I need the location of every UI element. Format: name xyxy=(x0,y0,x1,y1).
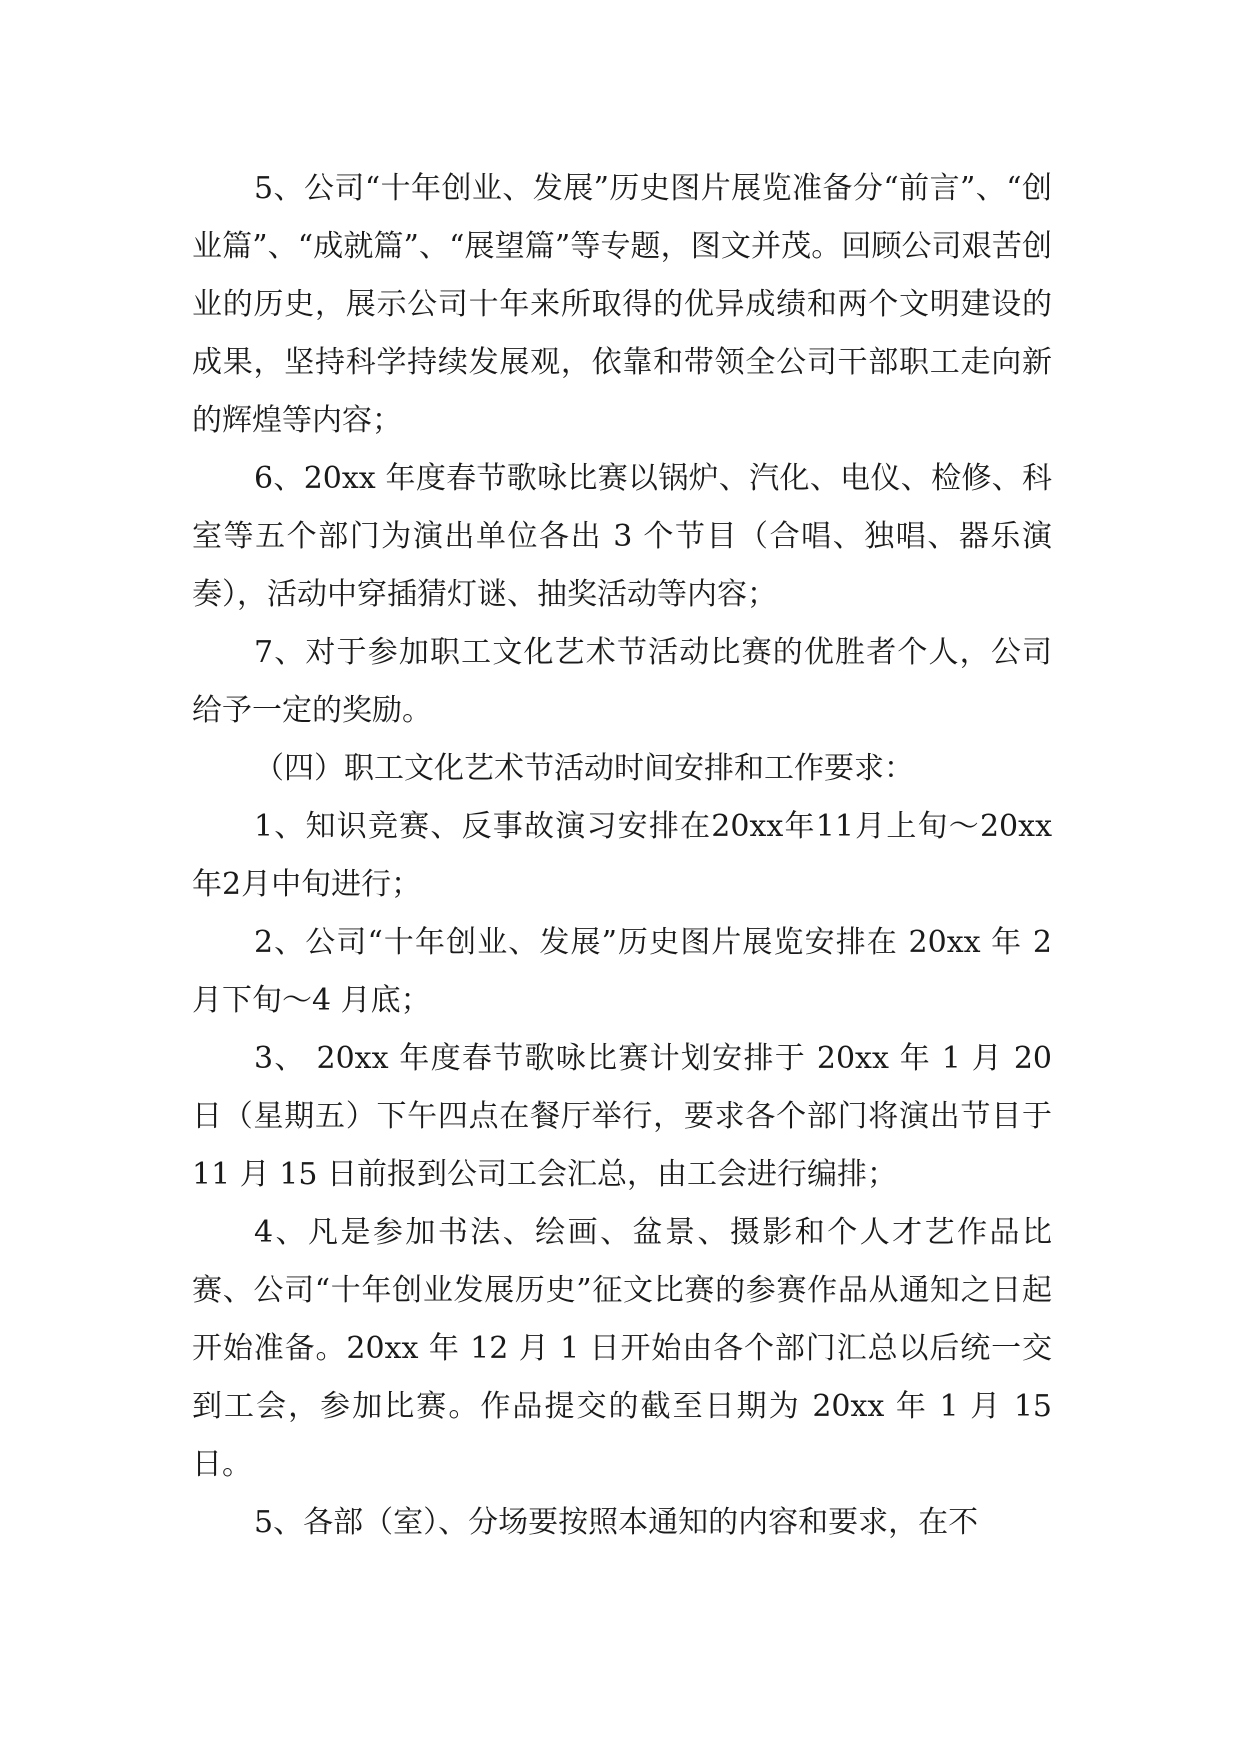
paragraph-schedule-2: 2、公司“十年创业、发展”历史图片展览安排在 20xx 年 2 月下旬～4 月底； xyxy=(192,925,1052,1018)
document-body xyxy=(192,160,1052,1552)
paragraph-item-6-singing-contest: 6、20xx 年度春节歌咏比赛以锅炉、汽化、电仪、检修、科室等五个部门为演出单位各出 3 个节目（合唱、独唱、器乐演奏），活动中穿插猜灯谜、抽奖活动等内容； xyxy=(192,461,1052,612)
paragraph-schedule-3: 3、 20xx 年度春节歌咏比赛计划安排于 20xx 年 1 月 20 日（星期五）下午四点在餐厅举行，要求各个部门将演出节目于 11 月 15 日前报到公司工会汇总，由工会进行编排； xyxy=(192,1041,1052,1192)
paragraph-schedule-1: 1、知识竞赛、反事故演习安排在20xx年11月上旬～20xx年2月中旬进行； xyxy=(192,809,1052,902)
paragraph-item-5-exhibition: 5、公司“十年创业、发展”历史图片展览准备分“前言”、“创业篇”、“成就篇”、“展望篇”等专题，图文并茂。回顾公司艰苦创业的历史，展示公司十年来所取得的优异成绩和两个文明建设的成果，坚持科学持续发展观，依靠和带领全公司干部职工走向新的辉煌等内容； xyxy=(192,171,1052,438)
paragraph-schedule-4: 4、凡是参加书法、绘画、盆景、摄影和个人才艺作品比赛、公司“十年创业发展历史”征文比赛的参赛作品从通知之日起开始准备。20xx 年 12 月 1 日开始由各个部门汇总以后统一交到工会，参加比赛。作品提交的截至日期为 20xx 年 1 月 15 日。 xyxy=(192,1215,1052,1482)
paragraph-schedule-5: 5、各部（室）、分场要按照本通知的内容和要求，在不 xyxy=(254,1505,979,1540)
paragraph-item-7-rewards: 7、对于参加职工文化艺术节活动比赛的优胜者个人，公司给予一定的奖励。 xyxy=(192,635,1052,728)
section-heading-schedule: （四）职工文化艺术节活动时间安排和工作要求： xyxy=(254,751,914,786)
